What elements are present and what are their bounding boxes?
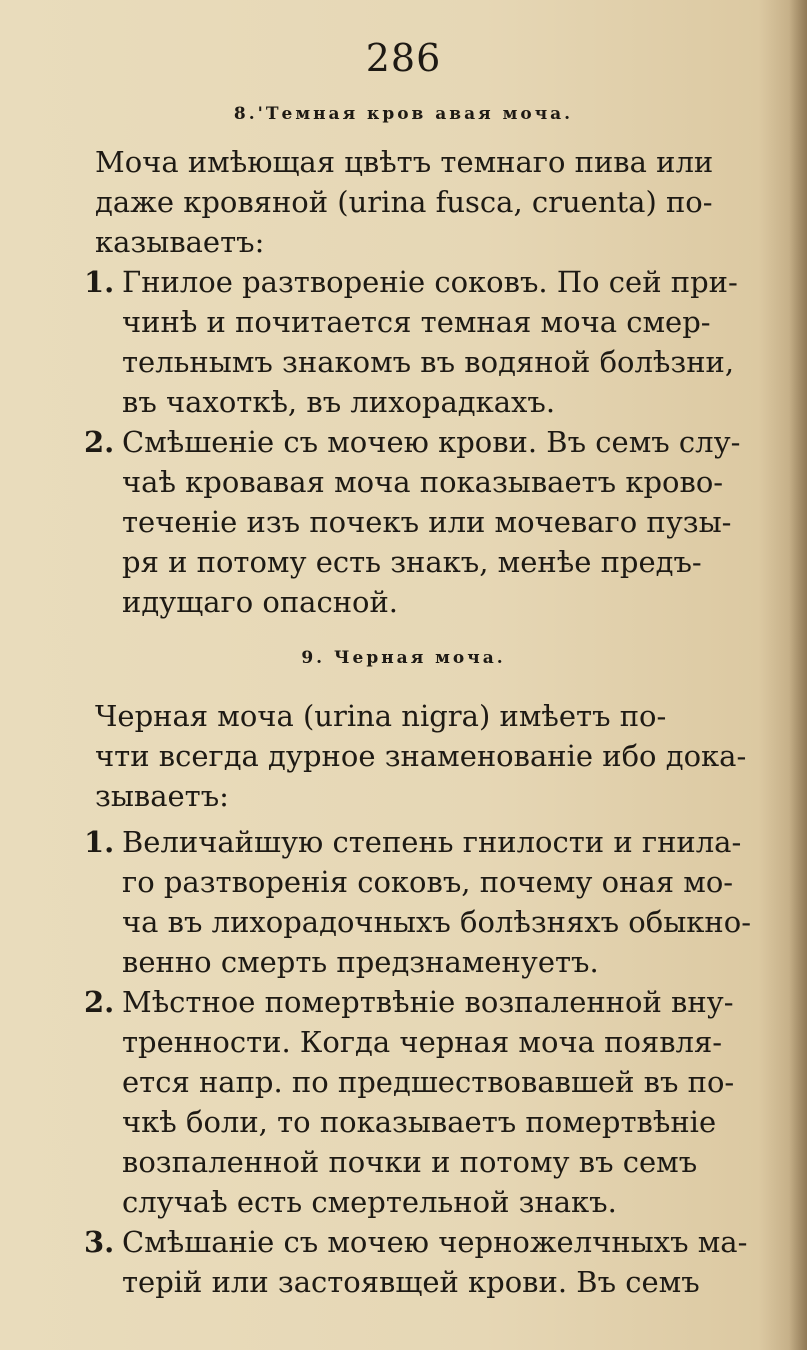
item-line: Величайшую степень гнилости и гнила-: [122, 825, 742, 859]
item-line: тельнымъ знакомъ въ водяной болѣзни,: [122, 345, 735, 379]
section-9-heading: 9. Черная моча.: [301, 648, 506, 668]
section-9-intro: [95, 696, 795, 816]
section-8-intro: [95, 142, 795, 262]
item-text: [122, 422, 802, 622]
item-line: ча въ лихорадочныхъ болѣзняхъ обыкно-: [122, 905, 752, 939]
section-9-intro-line: Черная моча (urina nigra) имѣетъ по-: [95, 699, 667, 733]
section-9-intro-line: зываетъ:: [95, 779, 229, 813]
section-8-intro-line: казываетъ:: [95, 225, 265, 259]
page-number: 286: [365, 36, 442, 80]
item-text: [122, 1222, 802, 1302]
item-line: въ чахоткѣ, въ лихорадкахъ.: [122, 385, 556, 419]
item-line: венно смерть предзнаменуетъ.: [122, 945, 599, 979]
item-line: чинѣ и почитается темная моча смер-: [122, 305, 711, 339]
item-line: терій или застоявщей крови. Въ семъ: [122, 1265, 700, 1299]
item-line: случаѣ есть смертельной знакъ.: [122, 1185, 617, 1219]
item-number: 2.: [84, 425, 115, 459]
section-8-intro-line: даже кровяной (urina fusca, cruenta) по-: [95, 185, 713, 219]
item-number: 1.: [84, 825, 115, 859]
section-8-intro-line: Моча имѣющая цвѣтъ темнаго пива или: [95, 145, 714, 179]
item-number: 2.: [84, 985, 115, 1019]
item-line: ря и потому есть знакъ, менѣе предъ-: [122, 545, 702, 579]
item-line: Смѣшеніе съ мочею крови. Въ семъ слу-: [122, 425, 741, 459]
item-line: Гнилое разтвореніе соковъ. По сей при-: [122, 265, 738, 299]
item-text: [122, 822, 802, 982]
item-line: тренности. Когда черная моча появля-: [122, 1025, 723, 1059]
item-number: 1.: [84, 265, 115, 299]
item-line: Мѣстное помертвѣніе возпаленной вну-: [122, 985, 734, 1019]
item-line: возпаленной почки и потому въ семъ: [122, 1145, 698, 1179]
item-line: теченіе изъ почекъ или мочеваго пузы-: [122, 505, 732, 539]
item-line: ется напр. по предшествовавшей въ по-: [122, 1065, 735, 1099]
item-line: чаѣ кровавая моча показываетъ крово-: [122, 465, 724, 499]
item-line: чкѣ боли, то показываетъ помертвѣніе: [122, 1105, 717, 1139]
item-text: [122, 262, 802, 422]
item-number: 3.: [84, 1225, 115, 1259]
item-line: идущаго опасной.: [122, 585, 399, 619]
item-line: го разтворенія соковъ, почему оная мо-: [122, 865, 734, 899]
section-8-heading: 8.'Темная кров авая моча.: [233, 104, 574, 124]
section-9-intro-line: чти всегда дурное знаменованіе ибо дока-: [95, 739, 747, 773]
item-text: [122, 982, 802, 1222]
item-line: Смѣшаніе съ мочею черножелчныхъ ма-: [122, 1225, 748, 1259]
